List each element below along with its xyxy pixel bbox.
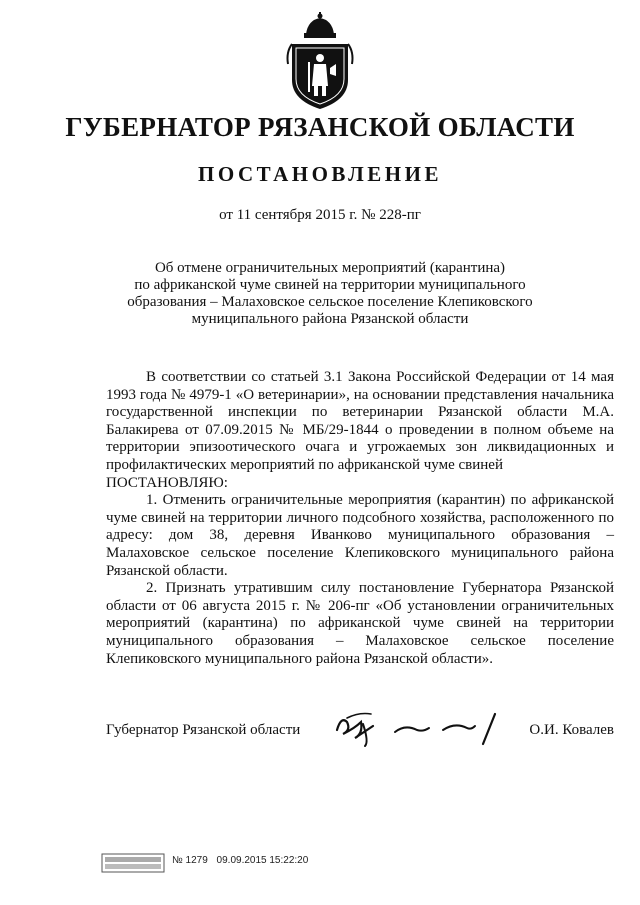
document-type: ПОСТАНОВЛЕНИЕ — [198, 162, 442, 186]
signer-name: О.И. Ковалев — [529, 722, 614, 738]
title-line: муниципального района Рязанской области — [191, 311, 469, 327]
title-line: по африканской чуме свиней на территории муниципального — [134, 277, 526, 293]
title-line: Об отмене ограничительных мероприятий (карантина) — [154, 260, 506, 276]
preamble-paragraph: В соответствии со статьей 3.1 Закона Российской Федерации от 14 мая 1993 года № 4979-1 «О ветеринарии», на основании представления начальника государственной инспекции по ветеринарии Рязанской области М.А. Балакирева от 07.09.2015 № МБ/29-1844 о проведении в полном объеме на территории эпизоотического очага и угрожаемых зон ликвидационных и профилактических мероприятий по африканской чуме свиней — [106, 369, 614, 473]
registration-number: № 1279 — [172, 855, 208, 866]
decree-item-1: 1. Отменить ограничительные мероприятия (карантин) по африканской чуме свиней на территории личного подсобного хозяйства, расположенного по адресу: дом 38, деревня Иванково муниципального образования – Малаховское сельское поселение Клепиковского муниципального района Рязанской области. — [106, 492, 614, 579]
registration-stamp-icon — [101, 853, 165, 873]
coat-of-arms-icon — [284, 12, 356, 112]
title-line: образования – Малаховское сельское поселение Клепиковского — [127, 294, 533, 310]
issuing-authority: ГУБЕРНАТОР РЯЗАНСКОЙ ОБЛАСТИ — [65, 112, 575, 142]
decree-word: ПОСТАНОВЛЯЮ: — [106, 474, 228, 491]
registration-footer — [172, 855, 314, 866]
decree-item-2: 2. Признать утратившим силу постановление Губернатора Рязанской области от 06 августа 2015 г. № 206-пг «Об установлении ограничительных мероприятий (карантина) по африканской чуме свиней на территории муниципального образования – Малаховское сельское поселение Клепиковского муниципального района Рязанской области». — [106, 580, 614, 667]
handwritten-signature-icon — [333, 708, 503, 748]
document-date-number: от 11 сентября 2015 г. № 228-пг — [219, 207, 421, 223]
registration-timestamp: 09.09.2015 15:22:20 — [216, 855, 309, 866]
signer-position: Губернатор Рязанской области — [106, 722, 301, 738]
document-body — [106, 369, 614, 668]
document-title — [120, 260, 540, 328]
